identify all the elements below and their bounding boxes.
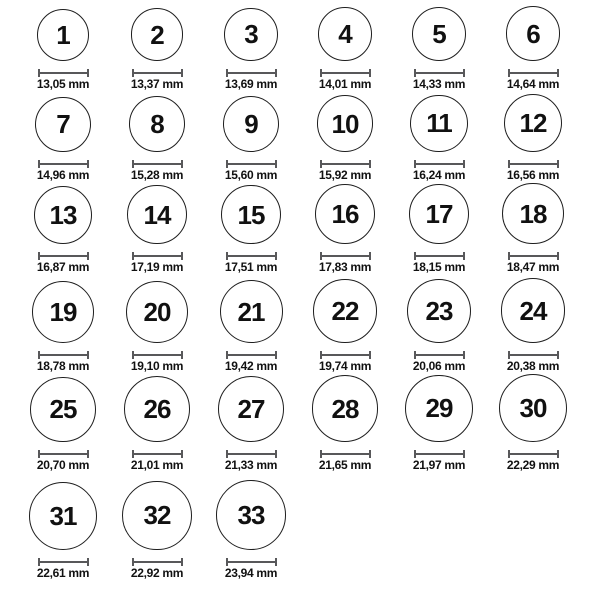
ring-size-cell <box>110 92 204 183</box>
diameter-measure-line <box>132 160 183 168</box>
ring-circle <box>224 8 277 61</box>
ring-size-number: 14 <box>143 199 171 230</box>
ring-circle <box>501 278 566 343</box>
diameter-measure-line <box>508 160 559 168</box>
diameter-measure-line <box>320 252 371 260</box>
ring-size-number: 15 <box>237 199 265 230</box>
ring-circle <box>129 96 185 152</box>
ring-size-number: 22 <box>331 296 359 327</box>
diameter-label: 15,60 mm <box>224 168 278 182</box>
ring-circle <box>131 8 184 61</box>
ring-size-number: 24 <box>519 295 547 326</box>
ring-size-number: 1 <box>56 20 70 50</box>
diameter-measure-line <box>414 69 465 77</box>
ring-circle <box>29 482 98 551</box>
ring-circle <box>35 97 90 152</box>
chart-row <box>16 275 600 374</box>
ring-circle <box>37 9 89 61</box>
diameter-label: 21,01 mm <box>130 458 184 472</box>
ring-size-number: 12 <box>519 107 547 138</box>
ring-size-number: 3 <box>244 19 258 50</box>
ring-size-cell <box>204 183 298 275</box>
ring-size-number: 31 <box>49 500 77 531</box>
ring-circle <box>220 280 283 343</box>
ring-circle <box>317 95 374 152</box>
ring-size-cell <box>204 374 298 473</box>
diameter-measure-line <box>226 160 277 168</box>
diameter-measure-line <box>414 252 465 260</box>
diameter-measure-line <box>226 69 277 77</box>
ring-size-number: 26 <box>143 394 171 425</box>
ring-size-cell <box>486 92 580 183</box>
ring-size-cell <box>110 374 204 473</box>
ring-size-cell <box>204 92 298 183</box>
chart-row <box>16 0 600 92</box>
ring-size-cell <box>392 275 486 374</box>
diameter-label: 15,92 mm <box>318 168 372 182</box>
ring-size-number: 27 <box>237 393 265 424</box>
ring-size-number: 9 <box>244 108 258 139</box>
diameter-label: 13,69 mm <box>224 77 278 91</box>
ring-size-cell <box>110 0 204 92</box>
diameter-label: 23,94 mm <box>224 566 278 580</box>
diameter-label: 21,33 mm <box>224 458 278 472</box>
ring-size-number: 28 <box>331 393 359 424</box>
ring-size-number: 6 <box>526 18 540 49</box>
ring-size-number: 25 <box>49 394 77 425</box>
ring-size-number: 21 <box>237 296 265 327</box>
diameter-measure-line <box>38 450 89 458</box>
diameter-label: 22,61 mm <box>36 566 90 580</box>
chart-row <box>16 374 600 473</box>
diameter-label: 22,92 mm <box>130 566 184 580</box>
ring-circle <box>221 185 281 245</box>
ring-size-cell <box>110 275 204 374</box>
ring-size-cell <box>486 275 580 374</box>
ring-circle <box>34 186 93 245</box>
diameter-label: 17,19 mm <box>130 260 184 275</box>
diameter-label: 13,37 mm <box>130 77 184 91</box>
ring-circle <box>312 375 379 442</box>
ring-circle <box>218 376 284 442</box>
diameter-measure-line <box>320 160 371 168</box>
ring-size-cell <box>204 473 298 581</box>
diameter-measure-line <box>414 450 465 458</box>
ring-size-number: 5 <box>432 18 446 49</box>
diameter-measure-line <box>226 351 277 359</box>
diameter-label: 20,06 mm <box>412 359 466 373</box>
diameter-measure-line <box>132 558 183 566</box>
ring-circle <box>124 376 190 442</box>
ring-size-cell <box>298 183 392 275</box>
ring-size-number: 20 <box>143 296 171 327</box>
ring-circle <box>127 185 186 244</box>
ring-size-cell <box>486 0 580 92</box>
diameter-measure-line <box>38 252 89 260</box>
ring-size-cell <box>298 275 392 374</box>
ring-size-cell <box>16 183 110 275</box>
diameter-label: 16,87 mm <box>36 260 90 275</box>
ring-size-cell <box>392 0 486 92</box>
ring-size-number: 23 <box>425 295 453 326</box>
diameter-measure-line <box>38 558 89 566</box>
ring-size-number: 32 <box>143 500 171 531</box>
ring-circle <box>504 94 562 152</box>
ring-circle <box>410 95 468 153</box>
diameter-label: 19,42 mm <box>224 359 278 373</box>
ring-size-cell <box>486 374 580 473</box>
diameter-measure-line <box>414 351 465 359</box>
ring-circle <box>223 96 279 152</box>
ring-size-number: 8 <box>150 109 164 140</box>
diameter-measure-line <box>508 252 559 260</box>
diameter-label: 16,24 mm <box>412 168 466 182</box>
ring-size-cell <box>16 92 110 183</box>
chart-row <box>16 92 600 183</box>
ring-size-cell <box>392 374 486 473</box>
ring-size-cell <box>486 183 580 275</box>
chart-row <box>16 183 600 275</box>
diameter-measure-line <box>132 450 183 458</box>
diameter-label: 18,15 mm <box>412 260 466 275</box>
diameter-measure-line <box>320 450 371 458</box>
chart-row <box>16 473 600 581</box>
diameter-label: 13,05 mm <box>36 77 90 91</box>
ring-size-number: 19 <box>49 297 77 328</box>
ring-circle <box>409 184 470 245</box>
ring-circle <box>315 184 375 244</box>
diameter-measure-line <box>132 69 183 77</box>
diameter-label: 14,96 mm <box>36 168 90 182</box>
diameter-label: 20,38 mm <box>506 359 560 373</box>
ring-size-cell <box>110 473 204 581</box>
diameter-measure-line <box>508 450 559 458</box>
ring-size-cell <box>204 275 298 374</box>
diameter-label: 20,70 mm <box>36 458 90 472</box>
ring-circle <box>412 7 466 61</box>
diameter-label: 17,83 mm <box>318 260 372 275</box>
ring-circle <box>506 6 561 61</box>
diameter-measure-line <box>320 69 371 77</box>
diameter-label: 19,10 mm <box>130 359 184 373</box>
diameter-measure-line <box>320 351 371 359</box>
diameter-measure-line <box>508 351 559 359</box>
ring-size-number: 2 <box>150 19 164 50</box>
ring-size-cell <box>298 0 392 92</box>
ring-size-number: 4 <box>338 19 352 50</box>
ring-circle <box>122 481 191 550</box>
ring-circle <box>318 7 372 61</box>
ring-circle <box>30 377 95 442</box>
ring-circle <box>502 183 563 244</box>
ring-size-cell <box>16 275 110 374</box>
ring-circle <box>407 279 471 343</box>
ring-circle <box>216 480 286 550</box>
diameter-label: 19,74 mm <box>318 359 372 373</box>
ring-size-cell <box>392 92 486 183</box>
ring-size-cell <box>204 0 298 92</box>
diameter-measure-line <box>226 450 277 458</box>
diameter-label: 22,29 mm <box>506 458 560 472</box>
diameter-label: 21,97 mm <box>412 458 466 472</box>
ring-circle <box>32 281 94 343</box>
ring-size-cell <box>16 0 110 92</box>
ring-size-number: 16 <box>331 199 359 230</box>
ring-size-cell <box>110 183 204 275</box>
diameter-label: 14,01 mm <box>318 77 372 91</box>
ring-size-number: 7 <box>56 109 70 140</box>
ring-size-number: 30 <box>519 393 547 424</box>
diameter-label: 17,51 mm <box>224 260 278 275</box>
diameter-measure-line <box>132 252 183 260</box>
ring-size-number: 33 <box>237 500 265 531</box>
ring-size-cell <box>298 92 392 183</box>
diameter-label: 18,78 mm <box>36 359 90 373</box>
diameter-measure-line <box>226 558 277 566</box>
ring-size-cell <box>16 374 110 473</box>
diameter-measure-line <box>38 160 89 168</box>
ring-circle <box>313 279 377 343</box>
diameter-label: 21,65 mm <box>318 458 372 472</box>
ring-size-number: 10 <box>331 108 359 139</box>
ring-size-cell <box>16 473 110 581</box>
diameter-measure-line <box>226 252 277 260</box>
diameter-measure-line <box>132 351 183 359</box>
ring-size-cell <box>298 374 392 473</box>
ring-size-cell <box>392 183 486 275</box>
diameter-label: 14,33 mm <box>412 77 466 91</box>
ring-circle <box>126 281 188 343</box>
diameter-label: 15,28 mm <box>130 168 184 182</box>
ring-circle <box>499 374 567 442</box>
ring-size-number: 29 <box>425 393 453 424</box>
diameter-label: 16,56 mm <box>506 168 560 182</box>
ring-size-number: 11 <box>426 108 452 139</box>
ring-size-number: 17 <box>425 198 453 229</box>
ring-size-number: 18 <box>519 198 547 229</box>
ring-size-number: 13 <box>49 200 77 231</box>
diameter-label: 18,47 mm <box>506 260 560 275</box>
diameter-measure-line <box>414 160 465 168</box>
ring-circle <box>405 375 472 442</box>
diameter-measure-line <box>508 69 559 77</box>
diameter-measure-line <box>38 351 89 359</box>
diameter-measure-line <box>38 69 89 77</box>
diameter-label: 14,64 mm <box>506 77 560 91</box>
